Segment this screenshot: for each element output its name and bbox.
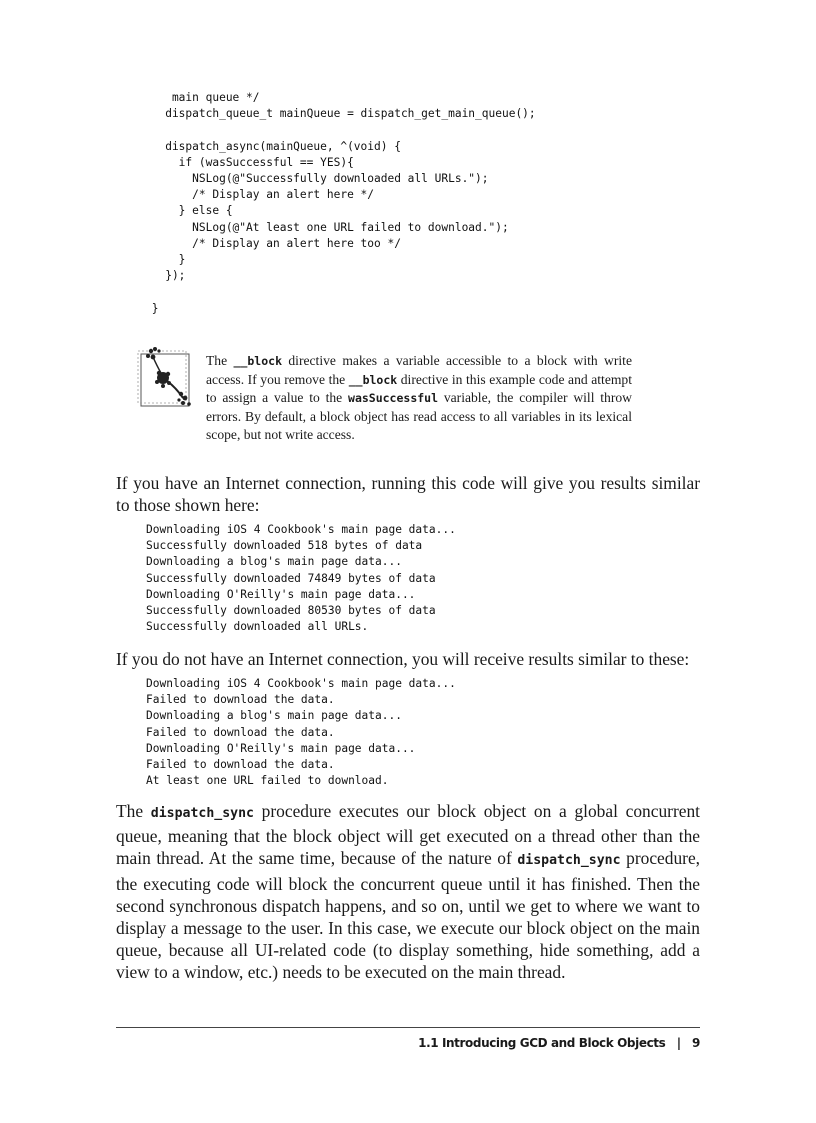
code-line: /* Display an alert here */ xyxy=(145,188,375,202)
output-line: Successfully downloaded 518 bytes of data xyxy=(146,539,423,553)
output-line: Downloading O'Reilly's main page data... xyxy=(146,587,416,601)
scorpion-tip-icon xyxy=(137,342,199,412)
output-line: At least one URL failed to download. xyxy=(146,774,389,788)
inline-code: wasSuccessful xyxy=(348,391,439,406)
footer-separator: | xyxy=(676,1036,681,1050)
code-line: dispatch_queue_t mainQueue = dispatch_get_main_queue(); xyxy=(145,107,536,121)
footer-rule xyxy=(116,1027,700,1028)
output-line: Successfully downloaded 80530 bytes of data xyxy=(146,604,436,618)
code-line: if (wasSuccessful == YES){ xyxy=(145,155,354,169)
code-line: } else { xyxy=(145,204,233,218)
code-listing-top xyxy=(145,90,536,317)
output-line: Downloading a blog's main page data... xyxy=(146,709,402,723)
code-line: }); xyxy=(145,269,186,283)
output-line: Failed to download the data. xyxy=(146,725,335,739)
code-line: NSLog(@"Successfully downloaded all URLs."); xyxy=(145,172,489,186)
code-line: } xyxy=(145,301,159,315)
paragraph-dispatch-explanation: The dispatch_sync procedure executes our block object on a global concurrent queue, meaning that the block object will get executed on a thread other than the main thread. At the same time, because of the nature of dispatch_sync procedure, the executing code will block the concurrent queue until it has finished. Then the second synchronous dispatch happens, and so on, until we get to where we want to display a message to the user. In this case, we execute our block object on the main queue, because all UI-related code (to display something, hide something, add a view to a window, etc.) needs to be executed on the main thread. xyxy=(116,801,701,983)
output-line: Failed to download the data. xyxy=(146,758,335,772)
output-line: Downloading O'Reilly's main page data... xyxy=(146,741,416,755)
tip-note: The __block directive makes a variable accessible to a block with write access. If you remove the __block directive in this example code and attempt to assign a value to the wasSuccessful variable, the compiler will throw errors. By default, a block object has read access to all variables in its lexical scope, but not write access. xyxy=(206,353,632,443)
output-line: Downloading a blog's main page data... xyxy=(146,555,402,569)
code-line: NSLog(@"At least one URL failed to download."); xyxy=(145,220,509,234)
paragraph-online-intro: If you have an Internet connection, running this code will give you results similar to those shown here: xyxy=(116,473,700,516)
output-offline xyxy=(146,676,456,789)
inline-code: __block xyxy=(233,354,282,368)
output-line: Downloading iOS 4 Cookbook's main page data... xyxy=(146,677,456,690)
inline-code: dispatch_sync xyxy=(517,853,621,869)
output-line: Successfully downloaded all URLs. xyxy=(146,620,369,634)
output-online xyxy=(146,522,456,635)
code-line: } xyxy=(145,253,186,267)
output-line: Downloading iOS 4 Cookbook's main page data... xyxy=(146,523,456,536)
code-line: /* Display an alert here too */ xyxy=(145,236,401,250)
footer-section-title: 1.1 Introducing GCD and Block Objects xyxy=(418,1036,666,1050)
output-line: Successfully downloaded 74849 bytes of data xyxy=(146,571,436,585)
paragraph-offline-intro: If you do not have an Internet connection, you will receive results similar to these: xyxy=(116,649,690,669)
code-line: main queue */ xyxy=(145,91,260,104)
inline-code: __block xyxy=(348,372,398,387)
output-line: Failed to download the data. xyxy=(146,693,335,707)
code-line: dispatch_async(mainQueue, ^(void) { xyxy=(145,139,401,153)
page-number: 9 xyxy=(692,1036,700,1050)
page-footer xyxy=(418,1036,700,1050)
inline-code: dispatch_sync xyxy=(150,806,254,821)
